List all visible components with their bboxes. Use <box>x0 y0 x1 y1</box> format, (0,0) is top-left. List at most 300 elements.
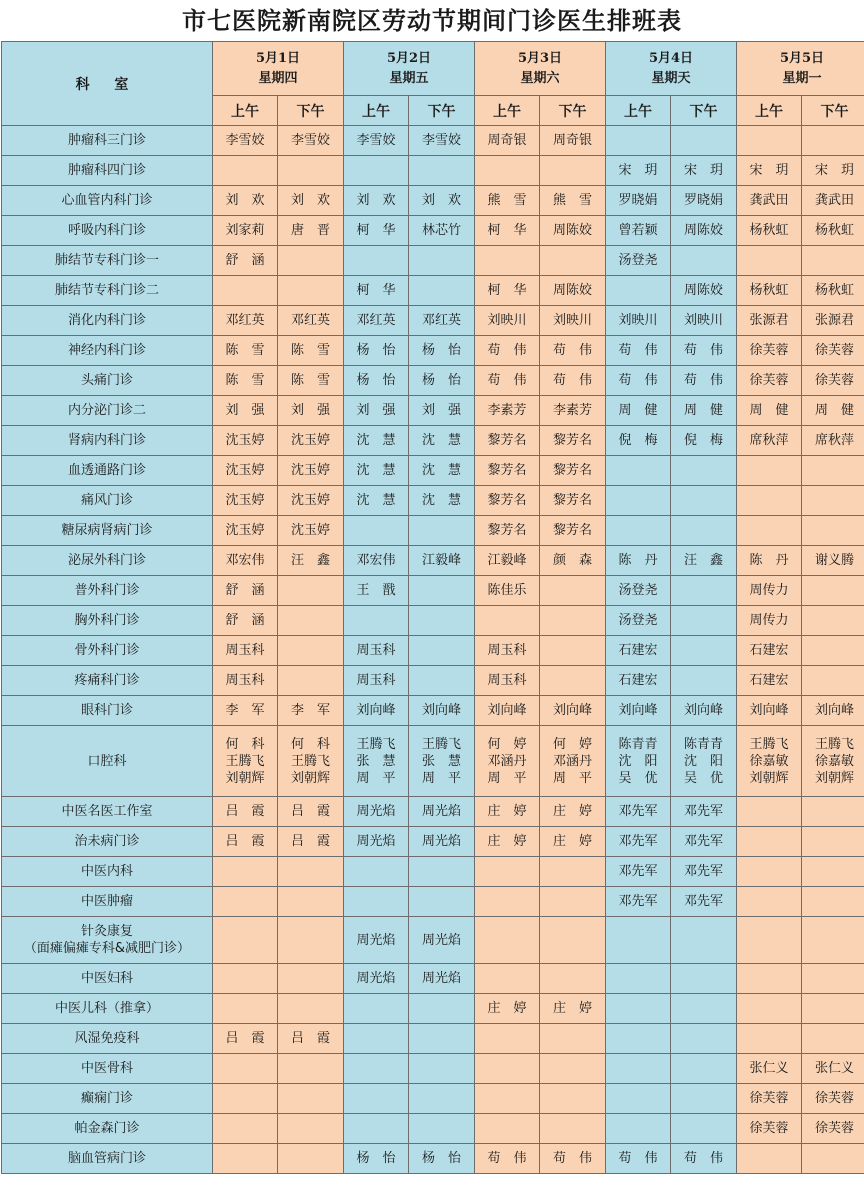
doctor-name: 周 平 <box>552 770 592 786</box>
am-doctor-cell <box>606 1054 671 1084</box>
doctor-name: 吕 霞 <box>225 1031 265 1046</box>
doctor-name: 曾若颖 <box>618 223 658 238</box>
pm-doctor-cell <box>409 246 475 276</box>
am-doctor-cell <box>475 306 540 336</box>
am-doctor-cell <box>344 666 409 696</box>
am-doctor-cell <box>344 546 409 576</box>
schedule-table <box>1 41 864 1174</box>
pm-doctor-cell <box>540 1144 606 1174</box>
am-doctor-cell <box>737 366 802 396</box>
doctor-name: 周光焰 <box>421 932 461 948</box>
department-name <box>2 126 213 156</box>
doctor-name: 苟 伟 <box>618 373 658 388</box>
am-doctor-cell <box>475 696 540 726</box>
am-doctor-cell <box>213 964 278 994</box>
doctor-name: 席秋萍 <box>814 433 854 448</box>
pm-doctor-cell <box>409 797 475 827</box>
pm-doctor-cell <box>802 426 864 456</box>
pm-doctor-cell <box>278 546 344 576</box>
department-name <box>2 366 213 396</box>
schedule-row <box>2 606 864 636</box>
pm-doctor-cell <box>409 426 475 456</box>
am-doctor-cell <box>213 1114 278 1144</box>
am-doctor-cell <box>606 216 671 246</box>
doctor-name: 杨 怡 <box>421 343 461 358</box>
pm-doctor-cell <box>278 797 344 827</box>
am-doctor-cell <box>737 994 802 1024</box>
department-name <box>2 1054 213 1084</box>
am-doctor-cell <box>475 857 540 887</box>
doctor-name: 邓先军 <box>683 804 723 819</box>
pm-doctor-cell <box>278 216 344 246</box>
am-doctor-cell <box>344 857 409 887</box>
pm-doctor-cell <box>540 1084 606 1114</box>
department-name <box>2 396 213 426</box>
am-doctor-cell <box>737 666 802 696</box>
department-name <box>2 797 213 827</box>
am-doctor-cell <box>606 306 671 336</box>
doctor-name: 刘 强 <box>225 403 265 418</box>
doctor-name: 石建宏 <box>749 643 789 658</box>
am-doctor-cell <box>606 576 671 606</box>
doctor-name: 黎芳名 <box>487 433 527 448</box>
schedule-row <box>2 1054 864 1084</box>
am-doctor-cell <box>737 1114 802 1144</box>
department-name-line: 治未病门诊 <box>74 834 140 849</box>
am-doctor-cell <box>475 666 540 696</box>
pm-doctor-cell <box>409 827 475 857</box>
doctor-name: 徐芙蓉 <box>814 1121 854 1136</box>
am-doctor-cell <box>606 126 671 156</box>
am-doctor-cell <box>606 516 671 546</box>
department-name-line: 神经内科门诊 <box>67 343 146 358</box>
doctor-name: 汤登尧 <box>618 613 658 628</box>
doctor-name: 徐芙蓉 <box>814 1091 854 1106</box>
doctor-name: 周光焰 <box>421 971 461 986</box>
am-doctor-cell <box>475 126 540 156</box>
doctor-name: 沈玉婷 <box>290 523 330 538</box>
doctor-name: 庄 婷 <box>552 834 592 849</box>
pm-doctor-cell <box>671 797 737 827</box>
pm-doctor-cell <box>278 666 344 696</box>
pm-doctor-cell <box>540 456 606 486</box>
department-name-line: 脑血管病门诊 <box>67 1151 146 1166</box>
am-doctor-cell <box>344 696 409 726</box>
doctor-name: 张 慧 <box>356 753 396 769</box>
doctor-name: 宋 玥 <box>749 163 789 178</box>
department-name <box>2 887 213 917</box>
doctor-name: 苟 伟 <box>683 373 723 388</box>
department-name-line: 胸外科门诊 <box>74 613 140 628</box>
schedule-row <box>2 1114 864 1144</box>
department-name <box>2 246 213 276</box>
pm-header: 下午 <box>671 96 737 126</box>
doctor-name: 刘向峰 <box>552 703 592 718</box>
schedule-row <box>2 917 864 964</box>
pm-doctor-cell <box>540 186 606 216</box>
doctor-name: 黎芳名 <box>487 463 527 478</box>
pm-doctor-cell <box>540 606 606 636</box>
doctor-name: 苟 伟 <box>683 1151 723 1166</box>
doctor-name: 黎芳名 <box>552 493 592 508</box>
pm-doctor-cell <box>409 666 475 696</box>
pm-doctor-cell <box>278 994 344 1024</box>
am-doctor-cell <box>737 1054 802 1084</box>
page-title: 市七医院新南院区劳动节期间门诊医生排班表 <box>0 0 864 41</box>
pm-doctor-cell <box>802 336 864 366</box>
pm-doctor-cell <box>278 1114 344 1144</box>
department-name-line: 泌尿外科门诊 <box>67 553 146 568</box>
doctor-name: 李雪姣 <box>290 133 330 148</box>
doctor-name: 黎芳名 <box>552 463 592 478</box>
doctor-name: 周玉科 <box>487 673 527 688</box>
am-doctor-cell <box>475 994 540 1024</box>
am-doctor-cell <box>213 306 278 336</box>
doctor-name: 徐芙蓉 <box>749 1091 789 1106</box>
doctor-name: 张仁义 <box>814 1061 854 1076</box>
pm-doctor-cell <box>409 276 475 306</box>
doctor-name: 邓涵丹 <box>487 753 527 769</box>
doctor-name: 徐嘉敏 <box>749 753 789 769</box>
am-doctor-cell <box>213 696 278 726</box>
pm-doctor-cell <box>802 156 864 186</box>
doctor-name: 杨秋虹 <box>814 223 854 238</box>
schedule-row <box>2 516 864 546</box>
pm-doctor-cell <box>671 857 737 887</box>
am-doctor-cell <box>606 994 671 1024</box>
doctor-name: 沈 慧 <box>356 463 396 478</box>
doctor-name: 王腾飞 <box>290 753 330 769</box>
doctor-name: 刘 强 <box>290 403 330 418</box>
am-doctor-cell <box>213 917 278 964</box>
doctor-name: 柯 华 <box>356 283 396 298</box>
schedule-row <box>2 186 864 216</box>
pm-header: 下午 <box>802 96 864 126</box>
pm-doctor-cell <box>278 606 344 636</box>
pm-doctor-cell <box>409 366 475 396</box>
am-doctor-cell <box>213 516 278 546</box>
pm-doctor-cell <box>671 456 737 486</box>
doctor-name: 苟 伟 <box>618 1151 658 1166</box>
pm-header: 下午 <box>409 96 475 126</box>
doctor-name: 杨 怡 <box>356 373 396 388</box>
pm-doctor-cell <box>671 186 737 216</box>
pm-doctor-cell <box>671 606 737 636</box>
doctor-name: 江毅峰 <box>421 553 461 568</box>
pm-doctor-cell <box>802 887 864 917</box>
doctor-name: 周 平 <box>356 770 396 786</box>
doctor-name: 熊 雪 <box>487 193 527 208</box>
doctor-name: 邓红英 <box>421 313 461 328</box>
doctor-name: 柯 华 <box>356 223 396 238</box>
doctor-name: 邓红英 <box>356 313 396 328</box>
doctor-name: 周传力 <box>749 583 789 598</box>
pm-doctor-cell <box>540 964 606 994</box>
department-name <box>2 606 213 636</box>
doctor-name: 何 婷 <box>552 736 592 752</box>
doctor-name: 谢义腾 <box>814 553 854 568</box>
am-doctor-cell <box>213 636 278 666</box>
pm-doctor-cell <box>671 887 737 917</box>
am-doctor-cell <box>475 1024 540 1054</box>
pm-doctor-cell <box>278 917 344 964</box>
doctor-name: 杨秋虹 <box>814 283 854 298</box>
am-doctor-cell <box>737 186 802 216</box>
department-name <box>2 216 213 246</box>
pm-doctor-cell <box>278 426 344 456</box>
am-doctor-cell <box>344 1084 409 1114</box>
department-name <box>2 1114 213 1144</box>
pm-doctor-cell <box>409 917 475 964</box>
department-name <box>2 426 213 456</box>
doctor-name: 黎芳名 <box>487 523 527 538</box>
pm-doctor-cell <box>409 726 475 797</box>
doctor-name: 吕 霞 <box>290 804 330 819</box>
pm-doctor-cell <box>540 576 606 606</box>
pm-doctor-cell <box>278 1084 344 1114</box>
am-doctor-cell <box>606 917 671 964</box>
am-header: 上午 <box>606 96 671 126</box>
am-doctor-cell <box>344 486 409 516</box>
doctor-name: 周 健 <box>683 403 723 418</box>
schedule-row <box>2 576 864 606</box>
am-doctor-cell <box>344 396 409 426</box>
am-doctor-cell <box>213 606 278 636</box>
department-name-line: 骨外科门诊 <box>74 643 140 658</box>
department-name <box>2 994 213 1024</box>
pm-doctor-cell <box>278 887 344 917</box>
pm-doctor-cell <box>409 1054 475 1084</box>
day-date: 5月1日 <box>255 50 301 66</box>
doctor-name: 沈 慧 <box>421 433 461 448</box>
doctor-name: 刘向峰 <box>683 703 723 718</box>
schedule-body <box>2 126 864 1174</box>
doctor-name: 石建宏 <box>618 643 658 658</box>
am-doctor-cell <box>737 696 802 726</box>
pm-doctor-cell <box>540 486 606 516</box>
pm-doctor-cell <box>802 396 864 426</box>
pm-doctor-cell <box>278 726 344 797</box>
pm-doctor-cell <box>409 1024 475 1054</box>
department-name <box>2 1024 213 1054</box>
department-name-line: 呼吸内科门诊 <box>67 223 146 238</box>
am-doctor-cell <box>213 887 278 917</box>
am-doctor-cell <box>737 857 802 887</box>
department-name <box>2 1084 213 1114</box>
department-name <box>2 546 213 576</box>
doctor-name: 苟 伟 <box>618 343 658 358</box>
doctor-name: 汤登尧 <box>618 583 658 598</box>
schedule-row <box>2 1084 864 1114</box>
am-doctor-cell <box>344 306 409 336</box>
pm-doctor-cell <box>409 964 475 994</box>
doctor-name: 汪 鑫 <box>683 553 723 568</box>
am-doctor-cell <box>737 636 802 666</box>
department-name-line: 中医内科 <box>80 864 133 879</box>
pm-doctor-cell <box>671 917 737 964</box>
schedule-row <box>2 126 864 156</box>
am-doctor-cell <box>213 366 278 396</box>
pm-doctor-cell <box>671 246 737 276</box>
am-doctor-cell <box>606 156 671 186</box>
am-doctor-cell <box>344 887 409 917</box>
pm-doctor-cell <box>540 156 606 186</box>
doctor-name: 刘向峰 <box>814 703 854 718</box>
pm-doctor-cell <box>409 994 475 1024</box>
schedule-row <box>2 306 864 336</box>
pm-doctor-cell <box>540 126 606 156</box>
schedule-row <box>2 797 864 827</box>
doctor-name: 陈 丹 <box>749 553 789 568</box>
am-doctor-cell <box>606 1084 671 1114</box>
pm-doctor-cell <box>540 797 606 827</box>
am-doctor-cell <box>213 827 278 857</box>
pm-doctor-cell <box>278 306 344 336</box>
doctor-name: 周 平 <box>487 770 527 786</box>
doctor-name: 庄 婷 <box>487 804 527 819</box>
pm-doctor-cell <box>278 396 344 426</box>
pm-doctor-cell <box>671 696 737 726</box>
doctor-name: 刘映川 <box>487 313 527 328</box>
doctor-name: 邓先军 <box>618 804 658 819</box>
pm-doctor-cell <box>278 1144 344 1174</box>
doctor-name: 周 健 <box>749 403 789 418</box>
am-doctor-cell <box>213 396 278 426</box>
pm-doctor-cell <box>802 306 864 336</box>
am-doctor-cell <box>475 456 540 486</box>
am-doctor-cell <box>213 1054 278 1084</box>
pm-doctor-cell <box>671 216 737 246</box>
department-name-line: 癫痫门诊 <box>80 1091 133 1106</box>
pm-doctor-cell <box>409 186 475 216</box>
am-doctor-cell <box>606 186 671 216</box>
pm-doctor-cell <box>671 636 737 666</box>
pm-doctor-cell <box>540 246 606 276</box>
am-doctor-cell <box>606 276 671 306</box>
doctor-name: 周传力 <box>749 613 789 628</box>
pm-doctor-cell <box>540 516 606 546</box>
day-date: 5月2日 <box>386 50 432 66</box>
doctor-name: 张 慧 <box>421 753 461 769</box>
pm-header: 下午 <box>278 96 344 126</box>
pm-doctor-cell <box>540 1054 606 1084</box>
doctor-name: 刘朝辉 <box>749 770 789 786</box>
pm-doctor-cell <box>802 576 864 606</box>
doctor-name: 周 健 <box>618 403 658 418</box>
day-date: 5月5日 <box>779 50 825 66</box>
pm-doctor-cell <box>540 1024 606 1054</box>
department-name-line: 肿瘤科三门诊 <box>67 133 146 148</box>
pm-doctor-cell <box>278 1054 344 1084</box>
day-header <box>737 42 864 96</box>
doctor-name: 宋 玥 <box>618 163 658 178</box>
am-header: 上午 <box>475 96 540 126</box>
department-name-line: 肺结节专科门诊一 <box>54 253 159 268</box>
am-header: 上午 <box>344 96 409 126</box>
day-header <box>344 42 475 96</box>
doctor-name: 邓先军 <box>683 864 723 879</box>
am-doctor-cell <box>344 606 409 636</box>
am-doctor-cell <box>606 964 671 994</box>
doctor-name: 龚武田 <box>814 193 854 208</box>
pm-header: 下午 <box>540 96 606 126</box>
doctor-name: 吴 优 <box>618 770 658 786</box>
day-header <box>606 42 737 96</box>
schedule-row <box>2 827 864 857</box>
am-doctor-cell <box>475 156 540 186</box>
am-doctor-cell <box>213 126 278 156</box>
department-name-line: 肾病内科门诊 <box>67 433 146 448</box>
am-doctor-cell <box>344 827 409 857</box>
schedule-row <box>2 887 864 917</box>
doctor-name: 何 科 <box>290 736 330 752</box>
doctor-name: 周光焰 <box>421 834 461 849</box>
am-doctor-cell <box>475 396 540 426</box>
am-doctor-cell <box>737 887 802 917</box>
department-name-line: 帕金森门诊 <box>74 1121 140 1136</box>
doctor-name: 邓先军 <box>618 864 658 879</box>
doctor-name: 黎芳名 <box>552 433 592 448</box>
department-name <box>2 726 213 797</box>
am-doctor-cell <box>475 516 540 546</box>
doctor-name: 邓先军 <box>683 894 723 909</box>
doctor-name: 杨 怡 <box>356 343 396 358</box>
doctor-name: 刘朝辉 <box>225 770 265 786</box>
pm-doctor-cell <box>278 336 344 366</box>
doctor-name: 杨秋虹 <box>749 283 789 298</box>
pm-doctor-cell <box>802 696 864 726</box>
am-doctor-cell <box>475 366 540 396</box>
am-doctor-cell <box>475 186 540 216</box>
doctor-name: 王腾飞 <box>225 753 265 769</box>
doctor-name: 倪 梅 <box>683 433 723 448</box>
am-doctor-cell <box>213 576 278 606</box>
pm-doctor-cell <box>671 666 737 696</box>
pm-doctor-cell <box>278 186 344 216</box>
pm-doctor-cell <box>802 516 864 546</box>
pm-doctor-cell <box>409 516 475 546</box>
pm-doctor-cell <box>802 606 864 636</box>
pm-doctor-cell <box>540 366 606 396</box>
doctor-name: 吴 优 <box>683 770 723 786</box>
doctor-name: 石建宏 <box>749 673 789 688</box>
am-doctor-cell <box>213 456 278 486</box>
schedule-row <box>2 156 864 186</box>
pm-doctor-cell <box>278 576 344 606</box>
am-doctor-cell <box>213 726 278 797</box>
pm-doctor-cell <box>802 994 864 1024</box>
pm-doctor-cell <box>278 276 344 306</box>
pm-doctor-cell <box>802 246 864 276</box>
doctor-name: 沈玉婷 <box>225 493 265 508</box>
department-name-line: 痛风门诊 <box>80 493 133 508</box>
department-name <box>2 827 213 857</box>
am-doctor-cell <box>737 1144 802 1174</box>
doctor-name: 柯 华 <box>487 283 527 298</box>
am-doctor-cell <box>475 276 540 306</box>
pm-doctor-cell <box>802 857 864 887</box>
doctor-name: 周奇银 <box>487 133 527 148</box>
department-name <box>2 576 213 606</box>
doctor-name: 邓宏伟 <box>356 553 396 568</box>
pm-doctor-cell <box>409 396 475 426</box>
am-doctor-cell <box>344 156 409 186</box>
doctor-name: 王腾飞 <box>356 736 396 752</box>
am-doctor-cell <box>606 366 671 396</box>
doctor-name: 王 戬 <box>356 583 396 598</box>
pm-doctor-cell <box>802 666 864 696</box>
am-doctor-cell <box>344 336 409 366</box>
